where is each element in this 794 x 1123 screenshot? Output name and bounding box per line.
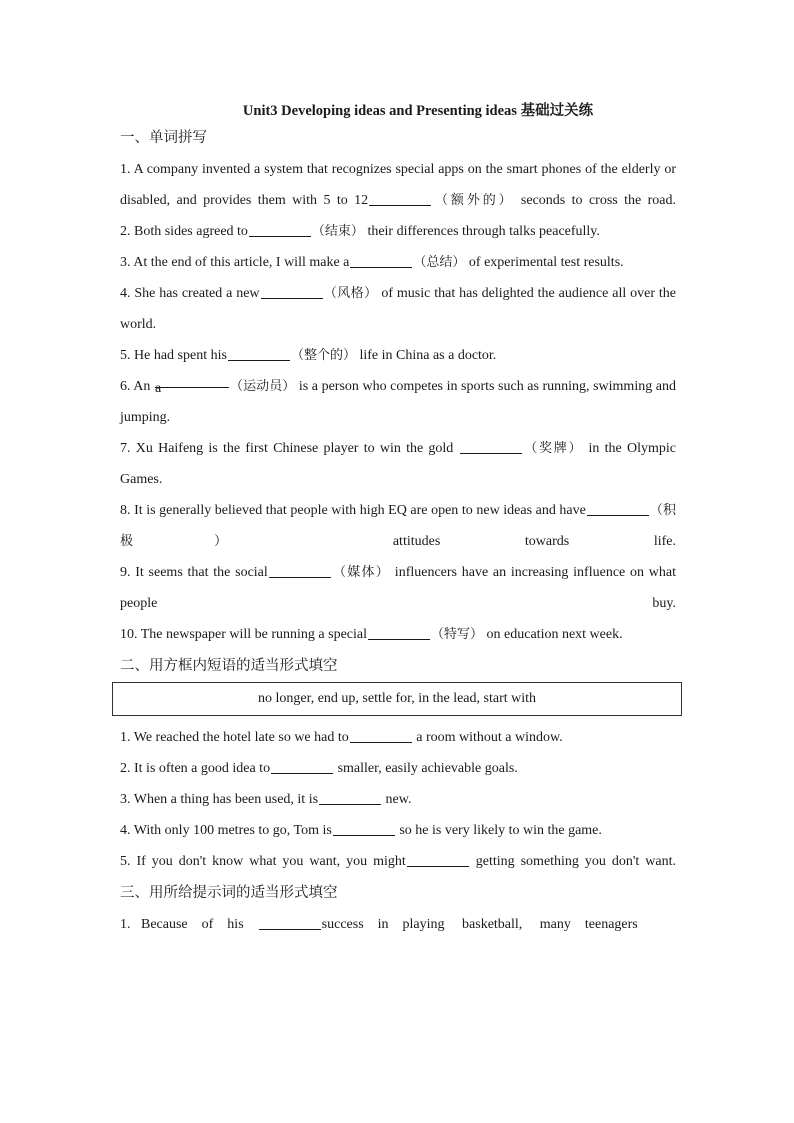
answer-blank[interactable] — [350, 253, 412, 268]
question — [120, 619, 676, 650]
question-text: 4. She has created a new — [120, 286, 260, 301]
question-text: a room without a window. — [412, 730, 563, 745]
question-text: of experimental test results. — [465, 255, 624, 270]
question-text: of music that has delighted the audience all over the world. — [120, 286, 676, 332]
question-text: 2. It is often a good idea to — [120, 761, 271, 776]
answer-blank[interactable] — [460, 439, 522, 454]
hint-word: （媒体） — [331, 565, 391, 580]
question-text: 4. With only 100 metres to go, Tom is — [120, 823, 332, 838]
answer-blank[interactable] — [261, 284, 323, 299]
hint-word: （风格） — [323, 286, 378, 301]
blank-first-letter: a — [154, 381, 162, 396]
question-text: 6. An — [120, 379, 154, 394]
question-text: 2. Both sides agreed to — [120, 224, 248, 239]
answer-blank[interactable] — [259, 915, 321, 930]
section-heading-phrases: 二、用方框内短语的适当形式填空 — [120, 658, 338, 674]
answer-blank[interactable] — [587, 501, 649, 516]
question-text: success in playing basketball, many teenagers — [321, 917, 638, 932]
question-text: is a person who competes in sports such as running, swimming and jumping. — [120, 379, 676, 425]
question-text: 1. Because of his — [120, 917, 258, 932]
answer-blank[interactable] — [269, 563, 331, 578]
answer-blank[interactable] — [368, 625, 430, 640]
phrase-list: no longer, end up, settle for, in the lead, start with — [257, 691, 537, 706]
question-text: 3. When a thing has been used, it is — [120, 792, 319, 807]
question — [120, 278, 676, 340]
question-text: 7. Xu Haifeng is the first Chinese player to win the gold — [120, 441, 459, 456]
question-text: smaller, easily achievable goals. — [334, 761, 518, 776]
answer-blank[interactable] — [154, 373, 229, 396]
question-text: in the Olympic Games. — [120, 441, 676, 487]
phrase-box — [112, 682, 682, 716]
question-text: 1. We reached the hotel late so we had to — [120, 730, 349, 745]
question-text: on education next week. — [483, 627, 623, 642]
hint-word: （总结） — [413, 255, 466, 270]
hint-word: （特写） — [431, 627, 484, 642]
hint-word: （整个的） — [290, 348, 356, 363]
hint-word: （额外的） — [432, 193, 515, 208]
question — [120, 216, 676, 247]
answer-blank[interactable] — [333, 821, 395, 836]
answer-blank[interactable] — [271, 759, 333, 774]
question-text: seconds to cross the road. — [514, 193, 676, 208]
question — [120, 753, 676, 784]
question-text: 1. A company invented a system that recognizes special apps on the smart phones of the elderly or disabled, and provides them with 5 to 12 — [120, 162, 676, 208]
page-title: Unit3 Developing ideas and Presenting ideas 基础过关练 — [242, 103, 594, 119]
question — [120, 247, 676, 278]
answer-blank[interactable] — [249, 222, 311, 237]
hint-word: （结束） — [311, 224, 364, 239]
hint-word: （奖牌） — [522, 441, 584, 456]
worksheet-content — [120, 100, 676, 940]
question-text: attitudes towards life. — [308, 534, 676, 549]
question-text: new. — [382, 792, 412, 807]
question-text: 9. It seems that the social — [120, 565, 268, 580]
question-text: their differences through talks peacefully. — [363, 224, 600, 239]
answer-blank[interactable] — [319, 790, 381, 805]
question-text: 10. The newspaper will be running a special — [120, 627, 368, 642]
question-text: life in China as a doctor. — [355, 348, 497, 363]
answer-blank[interactable] — [350, 728, 412, 743]
question — [120, 846, 676, 877]
answer-blank[interactable] — [369, 191, 431, 206]
question — [120, 371, 676, 433]
question — [120, 722, 676, 753]
question-text: 8. It is generally believed that people with high EQ are open to new ideas and have — [120, 503, 586, 518]
question — [120, 154, 676, 216]
question-text: influencers have an increasing influence on what people buy. — [120, 565, 676, 611]
question-text: 5. If you don't know what you want, you might — [120, 854, 406, 869]
question — [120, 784, 676, 815]
question — [120, 495, 676, 557]
question — [120, 433, 676, 495]
question-text: 5. He had spent his — [120, 348, 227, 363]
question-text: getting something you don't want. — [469, 854, 676, 869]
question — [120, 815, 676, 846]
question-text: 3. At the end of this article, I will make a — [120, 255, 350, 270]
section-heading-word-forms: 三、用所给提示词的适当形式填空 — [120, 885, 338, 901]
hint-word: （积极） — [120, 503, 676, 549]
answer-blank[interactable] — [407, 852, 469, 867]
question — [120, 557, 676, 619]
answer-blank[interactable] — [228, 346, 290, 361]
section-heading-spelling: 一、单词拼写 — [120, 130, 207, 146]
hint-word: （运动员） — [229, 379, 296, 394]
question — [120, 340, 676, 371]
question — [120, 909, 676, 940]
question-text: so he is very likely to win the game. — [395, 823, 602, 838]
